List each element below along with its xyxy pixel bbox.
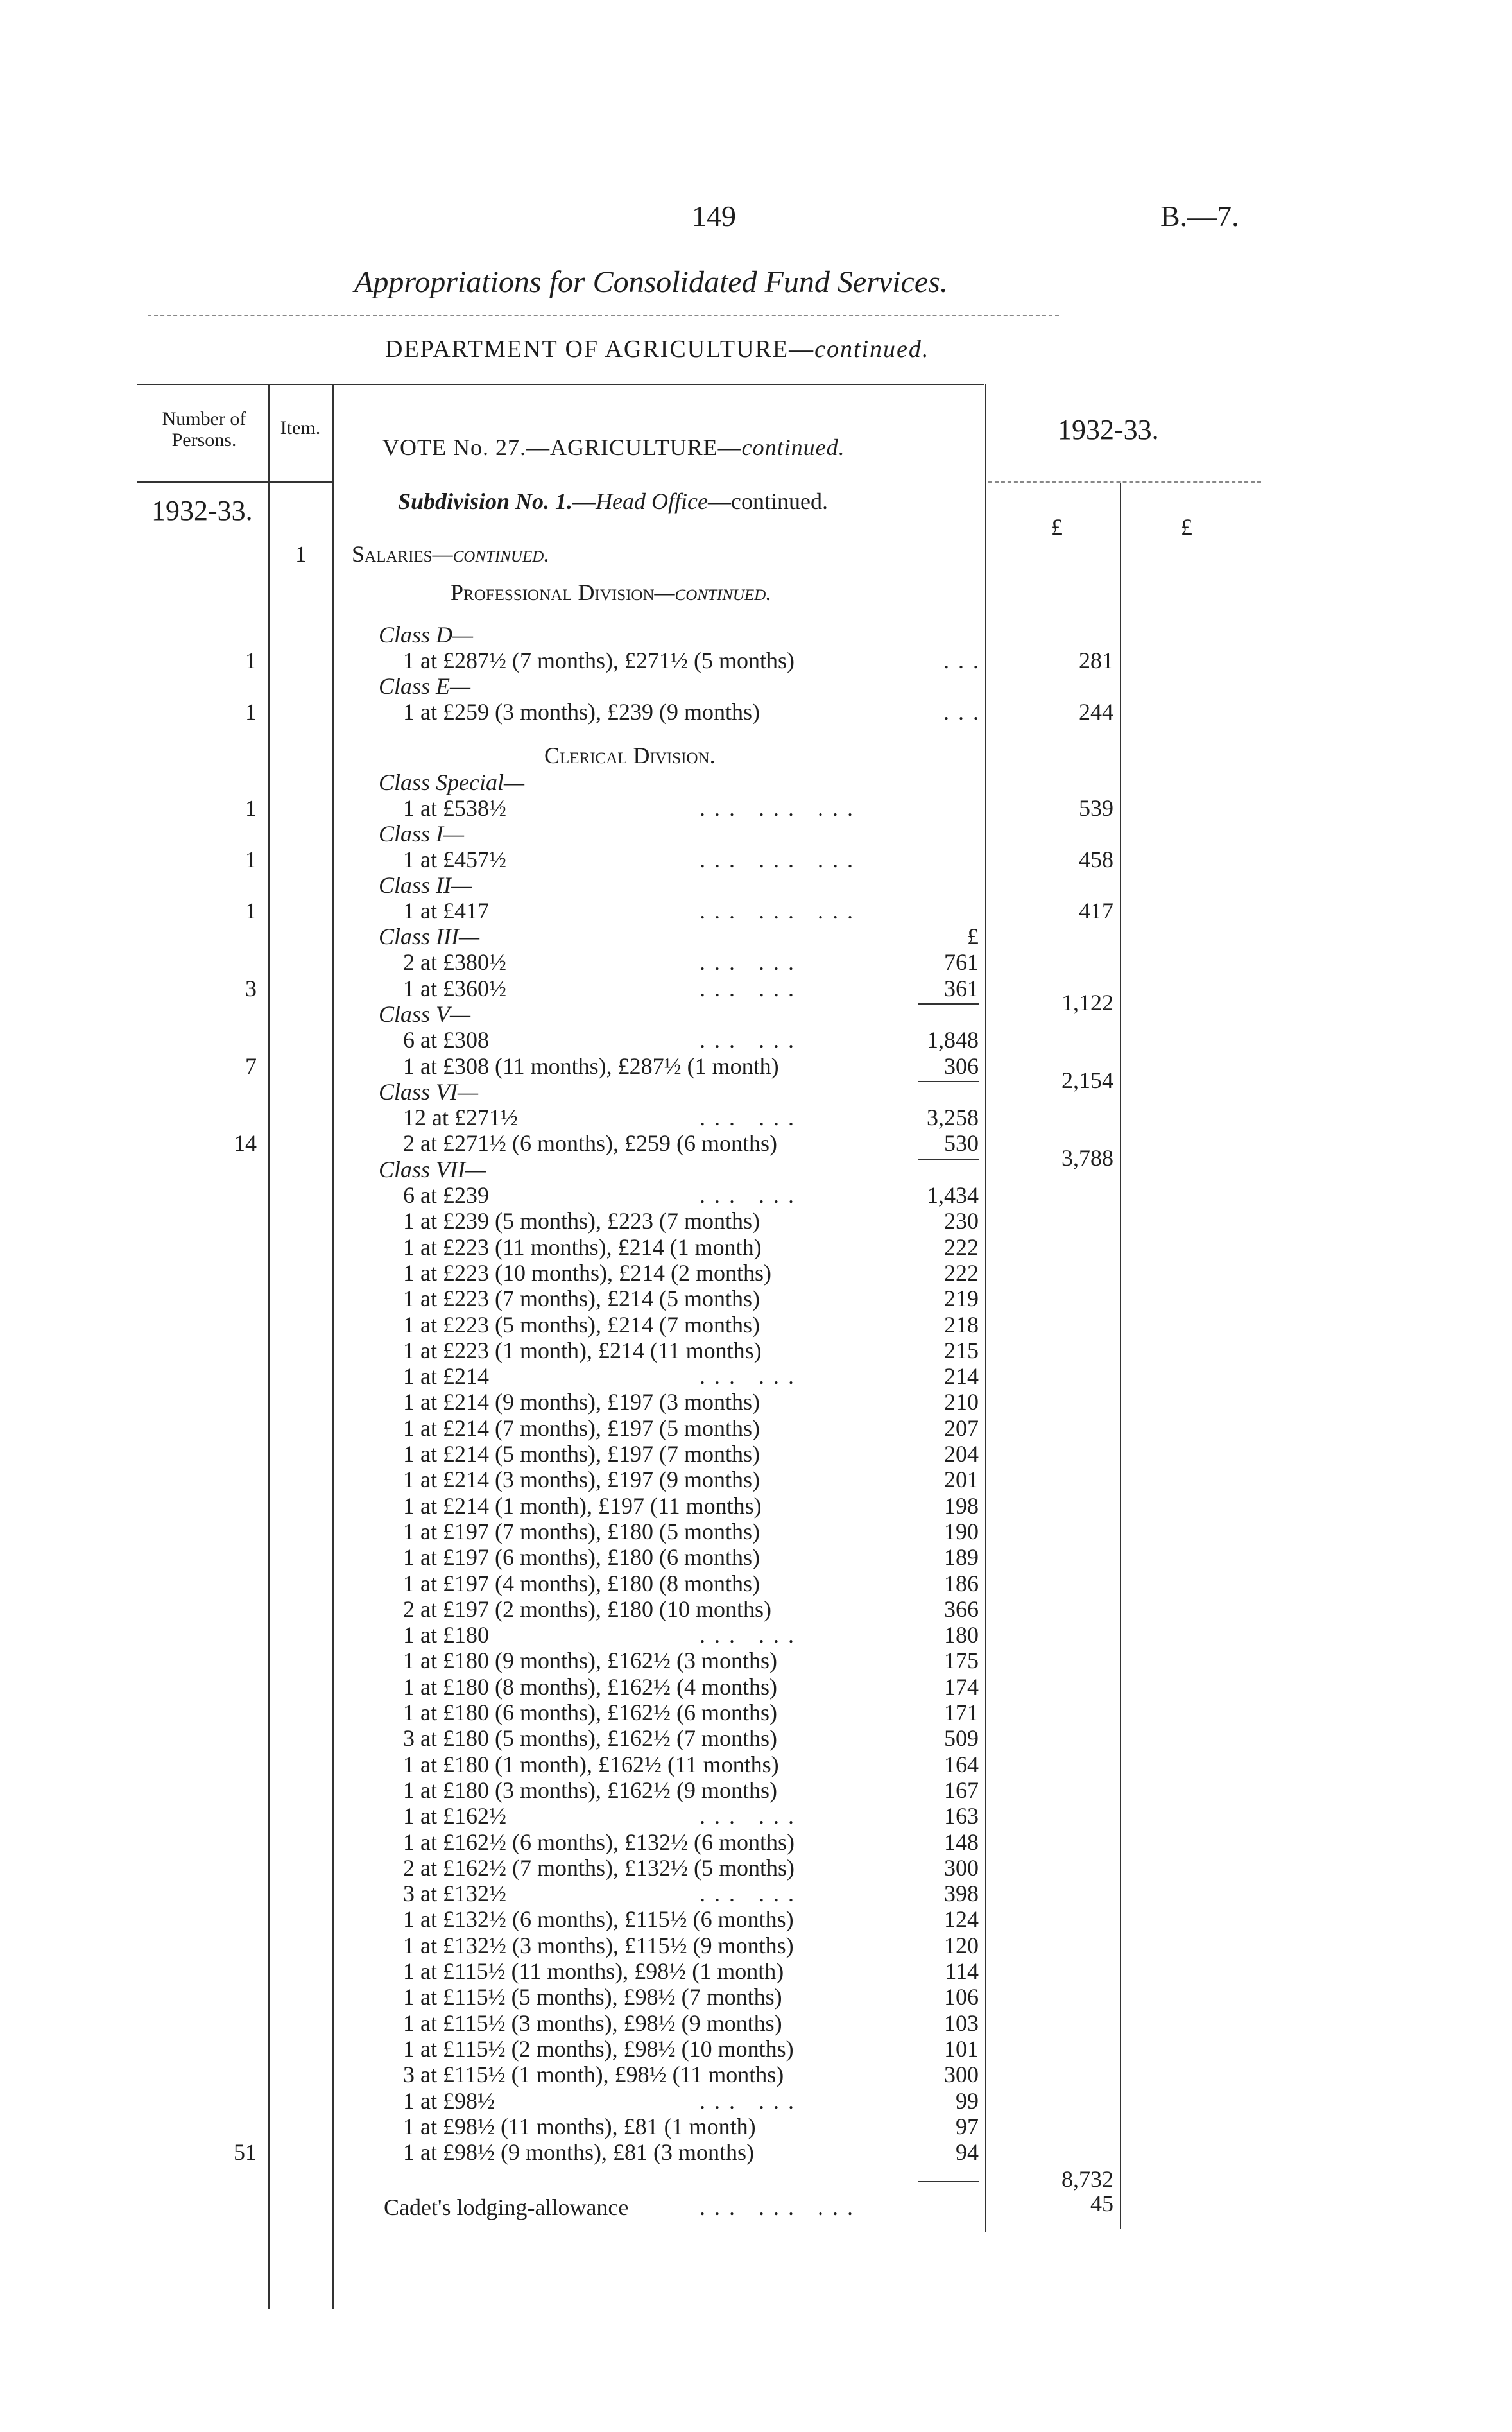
cadet-allowance-amount: 45 <box>1090 2191 1113 2216</box>
sub-amount: 300 <box>944 1854 979 1881</box>
salary-description: 1 at £214 (3 months), £197 (9 months) <box>403 1467 760 1493</box>
sub-amount: 219 <box>944 1286 979 1312</box>
subtotal-rule <box>918 1159 979 1160</box>
salary-description: 1 at £180 <box>403 1622 489 1648</box>
salary-description: 1 at £180 (8 months), £162½ (4 months) <box>403 1673 777 1700</box>
salary-description: 1 at £98½ (9 months), £81 (3 months) <box>403 2139 754 2166</box>
salary-description: 1 at £115½ (11 months), £98½ (1 month) <box>403 1958 784 1984</box>
salary-description: 1 at £197 (4 months), £180 (8 months) <box>403 1570 760 1596</box>
salary-description: 2 at £380½ <box>403 949 506 976</box>
sub-amount: 198 <box>944 1492 979 1519</box>
sub-amount: 189 <box>944 1544 979 1571</box>
dot-leader: ... ... ... <box>700 795 862 821</box>
sub-amount: 175 <box>944 1648 979 1674</box>
sub-amount: 222 <box>944 1259 979 1286</box>
salary-description: 6 at £239 <box>403 1182 489 1208</box>
sub-amount: £ <box>967 924 979 949</box>
sub-amount: 761 <box>944 949 979 976</box>
dot-leader: ... ... <box>700 1803 803 1829</box>
persons-count: 1 <box>245 699 257 725</box>
sub-amount: 398 <box>944 1881 979 1907</box>
sub-amount: 366 <box>944 1596 979 1622</box>
sub-amount: 114 <box>945 1958 979 1984</box>
class-vii-total-rule <box>918 2181 979 2182</box>
sub-amount: 222 <box>944 1234 979 1260</box>
persons-count: 7 <box>245 1053 257 1079</box>
salary-description: 1 at £417 <box>403 898 489 924</box>
sub-amount: 530 <box>944 1130 979 1157</box>
persons-count: 3 <box>245 975 257 1001</box>
sub-amount: 120 <box>944 1932 979 1958</box>
salary-description: 1 at £115½ (2 months), £98½ (10 months) <box>403 2035 794 2062</box>
class-total: 3,788 <box>1061 1144 1113 1171</box>
salary-description: 1 at £115½ (5 months), £98½ (7 months) <box>403 1984 782 2010</box>
sub-amount: 230 <box>944 1208 979 1234</box>
salary-description: 1 at £223 (7 months), £214 (5 months) <box>403 1286 760 1312</box>
sub-amount: 167 <box>944 1777 979 1803</box>
col-rule-persons <box>268 384 270 2309</box>
dot-leader: ... ... <box>700 1881 803 1907</box>
dot-leader: ... ... <box>700 975 803 1001</box>
year-header: 1932-33. <box>1058 414 1159 445</box>
salary-description: 2 at £162½ (7 months), £132½ (5 months) <box>403 1854 795 1881</box>
salary-description: 1 at £180 (6 months), £162½ (6 months) <box>403 1700 777 1725</box>
salary-description: 1 at £223 (1 month), £214 (11 months) <box>403 1337 762 1363</box>
sub-amount: 101 <box>944 2035 979 2062</box>
dot-leader: ... <box>943 648 988 673</box>
sub-amount: 180 <box>944 1622 979 1648</box>
dot-leader: ... ... <box>700 1363 803 1390</box>
persons-count: 1 <box>245 648 257 673</box>
dot-leader: ... ... ... <box>700 847 862 872</box>
professional-suffix: —continued. <box>654 580 772 605</box>
salary-description: 1 at £223 (5 months), £214 (7 months) <box>403 1311 760 1338</box>
salary-description: 1 at £162½ <box>403 1803 506 1829</box>
salary-description: 1 at £214 (9 months), £197 (3 months) <box>403 1389 760 1415</box>
subdivision-heading <box>398 488 828 515</box>
salary-description: 1 at £214 <box>403 1363 489 1390</box>
sub-amount: 306 <box>944 1053 979 1079</box>
title-rule <box>148 315 1059 316</box>
salary-description: 1 at £197 (6 months), £180 (6 months) <box>403 1544 760 1571</box>
sub-amount: 186 <box>944 1570 979 1596</box>
sub-amount: 148 <box>944 1829 979 1855</box>
cadet-leaders: ... ... ... <box>700 2195 862 2220</box>
salary-description: 1 at £115½ (3 months), £98½ (9 months) <box>403 2010 782 2036</box>
item-header: Item. <box>280 417 321 438</box>
salary-description: 1 at £180 (3 months), £162½ (9 months) <box>403 1777 777 1803</box>
document-reference: B.—7. <box>1160 200 1239 232</box>
sub-amount: 190 <box>944 1518 979 1544</box>
salary-description: 1 at £180 (1 month), £162½ (11 months) <box>403 1751 779 1777</box>
class-heading: Class VII— <box>379 1156 486 1182</box>
sub-amount: 1,434 <box>927 1182 979 1208</box>
dot-leader: ... <box>943 699 988 725</box>
salary-description: 6 at £308 <box>403 1027 489 1053</box>
persons-count: 51 <box>234 2139 257 2166</box>
salary-description: 1 at £132½ (3 months), £115½ (9 months) <box>403 1932 794 1958</box>
sub-amount: 164 <box>944 1751 979 1777</box>
subtotal-rule <box>918 1003 979 1005</box>
dot-leader: ... ... ... <box>700 898 862 924</box>
currency-pounds: £ <box>1051 514 1063 540</box>
sub-amount: 1,848 <box>927 1027 979 1053</box>
class-heading: Class V— <box>379 1001 471 1027</box>
col-rule-item <box>332 384 334 2309</box>
col-rule-pounds <box>1120 483 1121 2229</box>
salary-description: 3 at £180 (5 months), £162½ (7 months) <box>403 1725 777 1752</box>
dot-leader: ... ... <box>700 1105 803 1131</box>
dot-leader: ... ... <box>700 949 803 976</box>
department-heading: DEPARTMENT OF AGRICULTURE—continued. <box>385 336 930 363</box>
class-total: 458 <box>1079 847 1113 872</box>
header-top-rule <box>137 384 984 385</box>
vote-suffix: continued. <box>741 435 845 460</box>
class-heading: Class I— <box>379 821 465 847</box>
sub-amount: 174 <box>944 1673 979 1700</box>
salary-description: 1 at £98½ (11 months), £81 (1 month) <box>403 2113 756 2139</box>
sub-amount: 218 <box>944 1311 979 1338</box>
subdivision-office: Head Office <box>596 488 708 514</box>
salary-description: 1 at £214 (1 month), £197 (11 months) <box>403 1492 762 1519</box>
vote-title: VOTE No. 27.—AGRICULTURE— <box>382 435 742 460</box>
sub-amount: 300 <box>944 2062 979 2088</box>
class-heading: Class III— <box>379 924 480 949</box>
page-title: Appropriations for Consolidated Fund Services. <box>354 265 948 299</box>
salaries-suffix: —continued. <box>432 541 550 567</box>
salary-description: 1 at £180 (9 months), £162½ (3 months) <box>403 1648 777 1674</box>
department-name: DEPARTMENT OF AGRICULTURE <box>385 336 789 363</box>
sub-amount: 509 <box>944 1725 979 1752</box>
salary-description: 2 at £271½ (6 months), £259 (6 months) <box>403 1130 777 1157</box>
class-total: 244 <box>1079 699 1113 725</box>
class-total: 417 <box>1079 898 1113 924</box>
page-number: 149 <box>692 200 736 232</box>
dot-leader: ... ... <box>700 1182 803 1208</box>
sub-amount: 204 <box>944 1441 979 1467</box>
class-total: 539 <box>1079 795 1113 821</box>
subdivision-continued: —continued. <box>708 488 828 514</box>
dot-leader: ... ... <box>700 1027 803 1053</box>
class-total: 2,154 <box>1061 1067 1113 1093</box>
salary-description: 1 at £287½ (7 months), £271½ (5 months) <box>403 648 795 673</box>
salary-description: 1 at £214 (7 months), £197 (5 months) <box>403 1415 760 1441</box>
clerical-division-heading: Clerical Division. <box>544 743 716 768</box>
salary-description: 1 at £308 (11 months), £287½ (1 month) <box>403 1053 779 1079</box>
salaries-label: Salaries <box>352 541 433 567</box>
sub-amount: 207 <box>944 1415 979 1441</box>
vote-heading <box>382 434 845 461</box>
sub-amount: 97 <box>956 2113 979 2139</box>
sub-amount: 215 <box>944 1337 979 1363</box>
sub-amount: 106 <box>944 1984 979 2010</box>
dot-leader: ... ... <box>700 1622 803 1648</box>
class-heading: Class D— <box>379 622 474 648</box>
class-heading: Class Special— <box>379 770 525 795</box>
class-total: 1,122 <box>1061 989 1113 1015</box>
persons-year: 1932-33. <box>151 495 253 526</box>
salary-description: 1 at £239 (5 months), £223 (7 months) <box>403 1208 760 1234</box>
sub-amount: 210 <box>944 1389 979 1415</box>
year-rule <box>988 481 1261 483</box>
salary-description: 2 at £197 (2 months), £180 (10 months) <box>403 1596 771 1622</box>
salary-description: 1 at £457½ <box>403 847 506 872</box>
sub-amount: 3,258 <box>927 1105 979 1131</box>
salary-description: 1 at £360½ <box>403 975 506 1001</box>
dot-leader: ... ... <box>700 2087 803 2114</box>
sub-amount: 361 <box>944 975 979 1001</box>
sub-amount: 94 <box>956 2139 979 2166</box>
subtotal-rule <box>918 1081 979 1082</box>
salary-description: 1 at £197 (7 months), £180 (5 months) <box>403 1518 760 1544</box>
salary-description: 1 at £223 (10 months), £214 (2 months) <box>403 1259 771 1286</box>
persons-count: 1 <box>245 898 257 924</box>
salary-description: 1 at £132½ (6 months), £115½ (6 months) <box>403 1906 794 1933</box>
salary-description: 3 at £115½ (1 month), £98½ (11 months) <box>403 2062 784 2088</box>
sub-amount: 99 <box>956 2087 979 2114</box>
sub-amount: 171 <box>944 1700 979 1725</box>
class-heading: Class VI— <box>379 1078 479 1105</box>
department-suffix: continued. <box>814 336 930 363</box>
header-bottom-rule <box>137 481 334 483</box>
item-number: 1 <box>295 541 307 567</box>
persons-header: Number of Persons. <box>162 408 246 451</box>
salary-description: 1 at £538½ <box>403 795 506 821</box>
salary-description: 1 at £214 (5 months), £197 (7 months) <box>403 1441 760 1467</box>
professional-label: Professional Division <box>451 580 655 605</box>
salary-description: 3 at £132½ <box>403 1881 506 1907</box>
salary-description: 1 at £223 (11 months), £214 (1 month) <box>403 1234 762 1260</box>
currency-pounds-total: £ <box>1181 514 1192 540</box>
salary-description: 1 at £98½ <box>403 2087 495 2114</box>
subdivision-label: Subdivision No. 1. <box>398 488 573 514</box>
class-heading: Class II— <box>379 872 472 898</box>
salary-description: 1 at £162½ (6 months), £132½ (6 months) <box>403 1829 795 1855</box>
persons-count: 1 <box>245 795 257 821</box>
salary-description: 1 at £259 (3 months), £239 (9 months) <box>403 699 760 725</box>
sub-amount: 124 <box>944 1906 979 1933</box>
class-vii-total: 8,732 <box>1061 2166 1113 2192</box>
class-heading: Class E— <box>379 673 471 699</box>
persons-count: 14 <box>234 1130 257 1157</box>
class-total: 281 <box>1079 648 1113 673</box>
sub-amount: 163 <box>944 1803 979 1829</box>
persons-count: 1 <box>245 847 257 872</box>
salaries-heading <box>352 540 549 567</box>
cadet-allowance-label: Cadet's lodging-allowance <box>384 2195 629 2220</box>
sub-amount: 201 <box>944 1467 979 1493</box>
sub-amount: 214 <box>944 1363 979 1390</box>
sub-amount: 103 <box>944 2010 979 2036</box>
professional-division-heading <box>451 579 771 606</box>
salary-description: 12 at £271½ <box>403 1105 518 1131</box>
subdivision-dash: — <box>572 488 596 514</box>
